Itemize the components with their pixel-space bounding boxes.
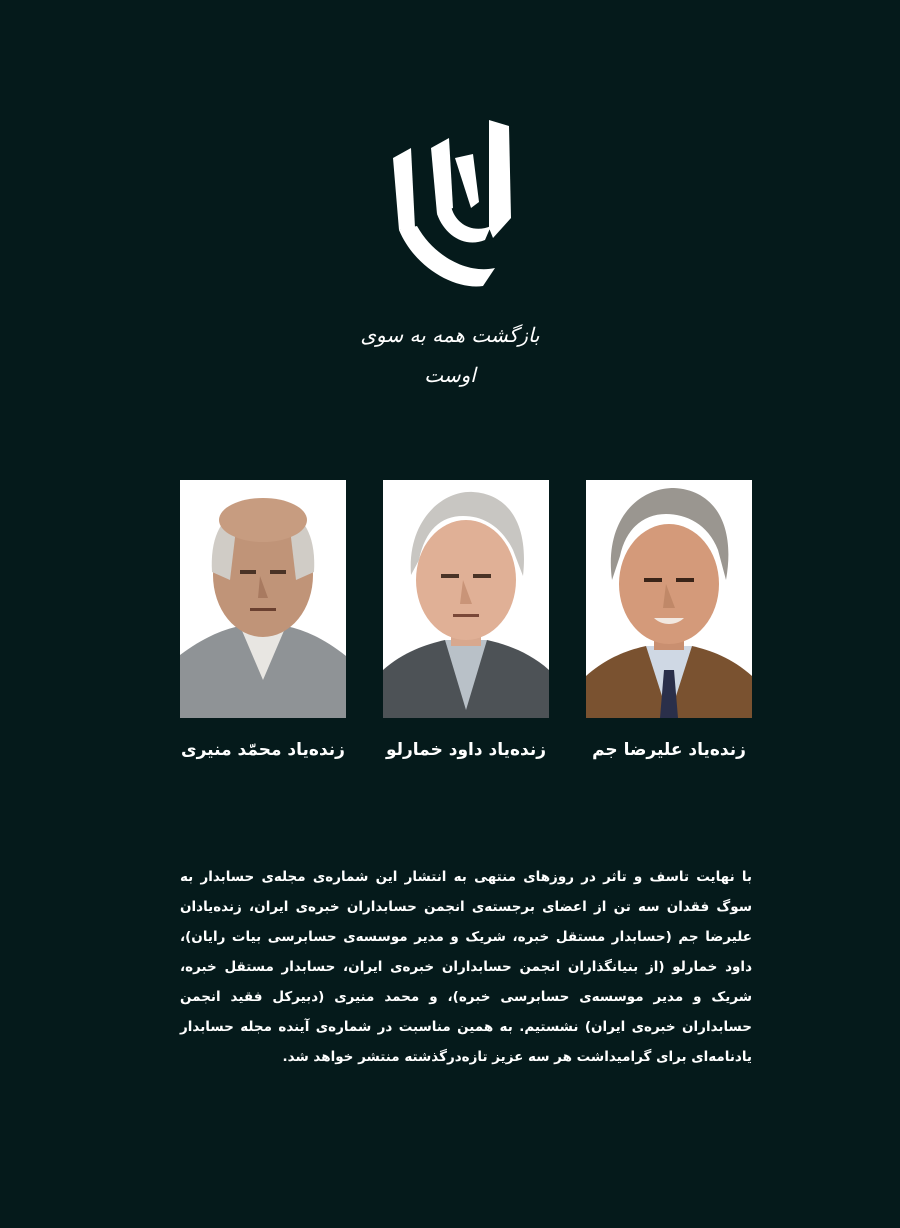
logo-slogan: بازگشت همه به سوی اوست — [360, 323, 540, 387]
calligraphy-logo — [385, 118, 515, 298]
portrait-mohammad-moniri — [180, 480, 346, 718]
name-label-davood-khomarlou: زنده‌یاد داود خمارلو — [385, 740, 547, 760]
name-label-alireza-jam: زنده‌یاد علیرضا جم — [592, 740, 746, 760]
portrait-davood-khomarlou-image — [383, 480, 549, 718]
portrait-mohammad-moniri-image — [180, 480, 346, 718]
portrait-alireza-jam — [586, 480, 752, 718]
portrait-davood-khomarlou — [383, 480, 549, 718]
name-label-mohammad-moniri: زنده‌یاد محمّد منیری — [181, 740, 345, 760]
portrait-alireza-jam-image — [586, 480, 752, 718]
calligraphy-logo-icon — [385, 118, 515, 298]
condolence-announcement: با نهایت تاسف و تاثر در روزهای منتهی به انتشار این شماره‌ی مجله‌ی حسابدار به سوگ فقدان سه تن از اعضای برجسته‌ی انجمن حسابداران خبره‌ی ایران، زنده‌یادان علیرضا جم (حسابدار مستقل خبره، شریک و مدیر موسسه‌ی حسابرسی بیات رایان)، داود خمارلو (از بنیانگذاران انجمن حسابداران خبره‌ی ایران، حسابدار مستقل خبره، شریک و مدیر موسسه‌ی حسابرسی خبره)، و محمد منیری (دبیرکل فقید انجمن حسابداران خبره‌ی ایران) نشستیم. به همین مناسبت در شماره‌ی آینده مجله حسابدار یادنامه‌ای برای گرامیداشت هر سه عزیز تازه‌درگذشته منتشر خواهد شد. — [180, 869, 752, 1065]
